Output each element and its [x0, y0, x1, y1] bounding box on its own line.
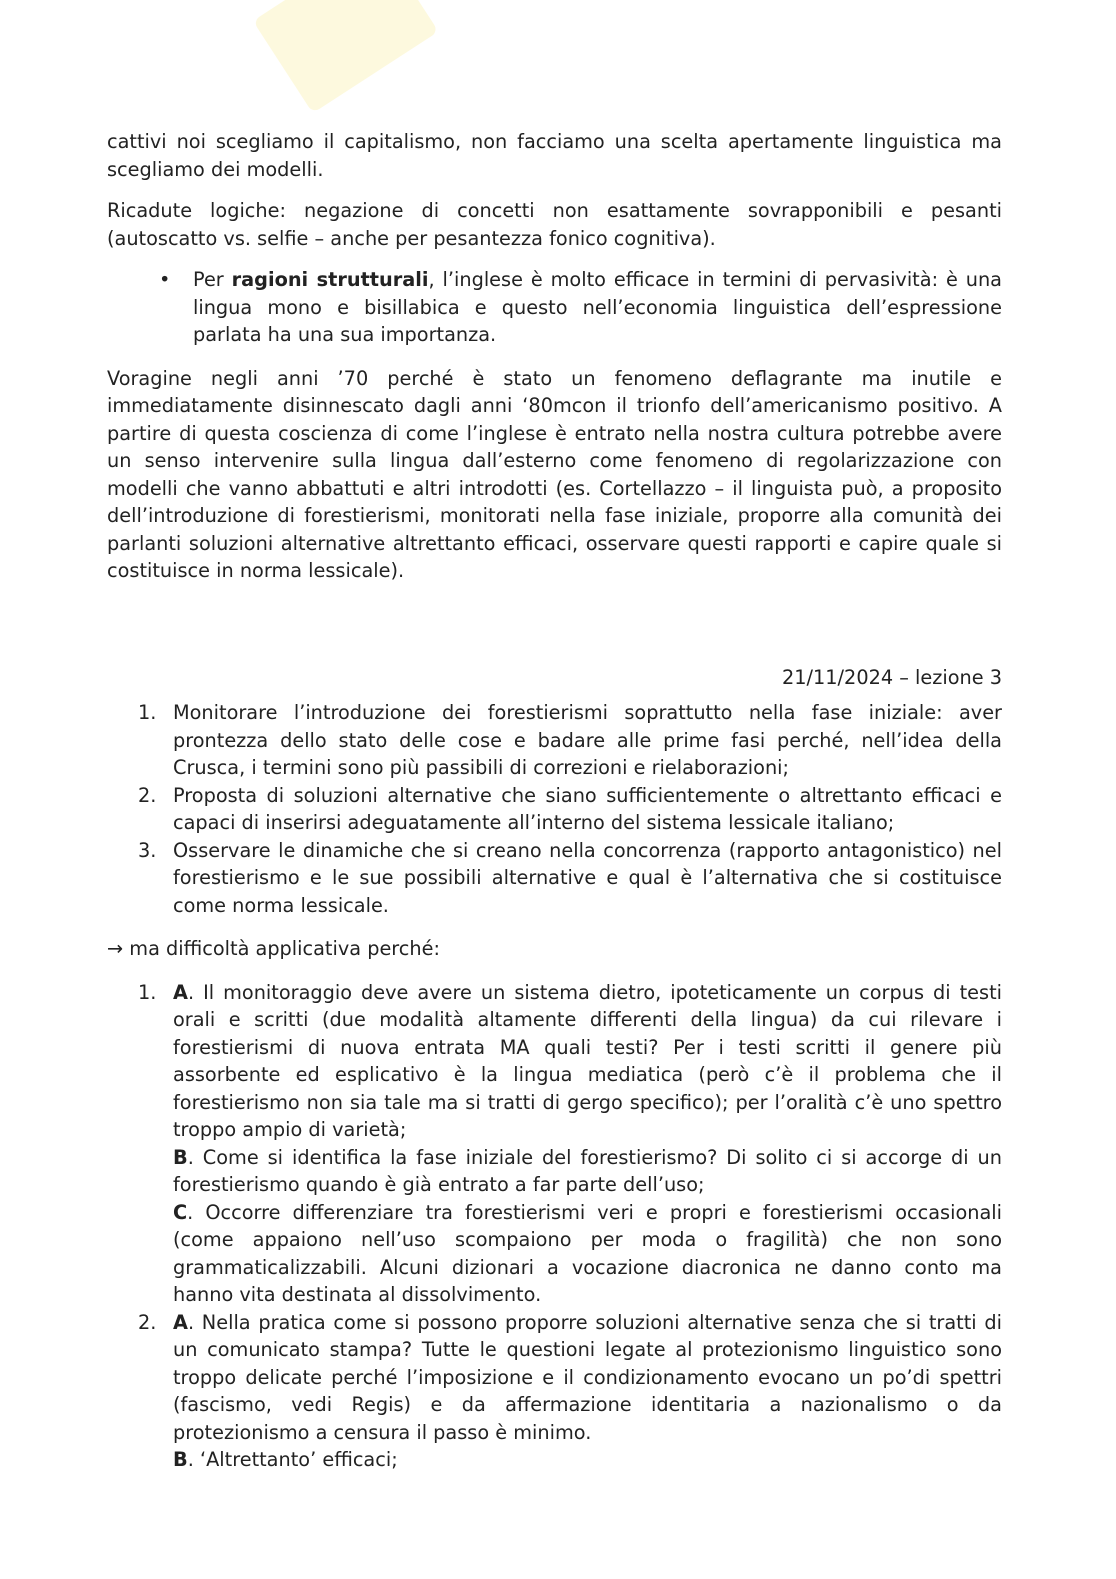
list-item	[107, 782, 1002, 837]
bullet-dot-icon: •	[159, 268, 171, 291]
numbered-list-difficulties	[107, 979, 1002, 1474]
sub-point	[173, 1309, 1002, 1447]
sub-point-letter: A	[173, 980, 188, 1004]
sub-point	[173, 1199, 1002, 1309]
list-number: 1.	[138, 980, 157, 1004]
list-number: 3.	[138, 838, 157, 862]
sub-point-text: . ‘Altrettanto’ efficaci;	[187, 1448, 398, 1471]
list-item-text: Proposta di soluzioni alternative che siano sufficientemente o altrettanto efficaci e capaci di inserirsi adeguatamente all’interno del sistema lessicale italiano;	[173, 783, 1002, 834]
sub-point-letter: C	[173, 1200, 188, 1224]
list-item	[107, 699, 1002, 782]
bullet-bold-term: ragioni strutturali	[231, 268, 429, 291]
lesson-date-heading: 21/11/2024 – lezione 3	[781, 665, 1002, 689]
watermark-badge	[253, 0, 439, 113]
sub-point-letter: A	[173, 1310, 188, 1334]
list-item-text: Monitorare l’introduzione dei forestierismi soprattutto nella fase iniziale: aver prontezza dello stato delle cose e badare alle prime fasi perché, nell’idea della Crusca, i termini sono più passibili di correzioni e rielaborazioni;	[173, 701, 1002, 779]
numbered-list-goals	[107, 699, 1002, 919]
sub-point-text: . Il monitoraggio deve avere un sistema dietro, ipoteticamente un corpus di testi orali e scritti (due modalità altamente differenti della lingua) da cui rilevare i forestierismi di nuova entrata MA quali testi? Per i testi scritti il genere più assorbente ed esplicativo è la lingua mediatica (però c’è il problema che il forestierismo non sia tale ma si tratti di gergo specifico); per l’oralità c’è uno spettro troppo ampio di varietà;	[173, 980, 1002, 1141]
bullet-list	[107, 266, 1002, 349]
sub-point	[173, 1446, 1002, 1474]
document-page	[107, 128, 1002, 1474]
paragraph-voragine: Voragine negli anni ’70 perché è stato un fenomeno deflagrante ma inutile e immediatamente disinnescato dagli anni ‘80mcon il trionfo dell’americanismo positivo. A partire di questa coscienza di come l’inglese è entrato nella nostra cultura potrebbe avere un senso intervenire sulla lingua dall’esterno come fenomeno di regolarizzazione con modelli che vanno abbattuti e altri introdotti (es. Cortellazzo – il linguista può, a proposito dell’introduzione di forestierismi, monitorati nella fase iniziale, proporre alla comunità dei parlanti soluzioni alternative altrettanto efficaci, osservare questi rapporti e capire quale si costituisce in norma lessicale).	[107, 366, 1002, 582]
sub-point-letter: B	[173, 1145, 188, 1169]
list-item-text: Osservare le dinamiche che si creano nella concorrenza (rapporto antagonistico) nel forestierismo e le sue possibili alternative e qual è l’alternativa che si costituisce come norma lessicale.	[173, 838, 1002, 917]
list-item	[107, 837, 1002, 920]
bullet-prefix: Per	[193, 268, 232, 291]
list-number: 2.	[138, 783, 157, 807]
paragraph-ricadute: Ricadute logiche: negazione di concetti non esattamente sovrapponibili e pesanti (autoscatto vs. selfie – anche per pesantezza fonico cognitiva).	[107, 199, 1002, 250]
sub-point-text: . Come si identifica la fase iniziale del forestierismo? Di solito ci si accorge di un forestierismo quando è già entrato a far parte dell’uso;	[173, 1145, 1002, 1196]
list-item	[107, 1309, 1002, 1474]
sub-point-text: . Nella pratica come si possono proporre soluzioni alternative senza che si tratti di un comunicato stampa? Tutte le questioni legate al protezionismo linguistico sono troppo delicate perché l’imposizione e il condizionamento evocano un po’di spettri (fascismo, vedi Regis) e da affermazione identitaria a nazionalismo o da protezionismo a censura il passo è minimo.	[173, 1310, 1002, 1444]
paragraph-capitalism: cattivi noi scegliamo il capitalismo, non facciamo una scelta apertamente linguistica ma scegliamo dei modelli.	[107, 130, 1002, 181]
list-number: 1.	[138, 701, 157, 724]
bullet-rest: , l’inglese è molto efficace in termini di pervasività: è una lingua mono e bisillabica e questo nell’economia linguistica dell’espressione parlata ha una sua importanza.	[193, 268, 1002, 346]
sub-point-letter: B	[173, 1448, 188, 1471]
sub-point	[173, 1144, 1002, 1199]
list-number: 2.	[138, 1310, 157, 1334]
sub-point-text: . Occorre differenziare tra forestierismi veri e propri e forestierismi occasionali (come appaiono nell’uso scompaiono per moda o fragilità) che non sono grammaticalizzabili. Alcuni dizionari a vocazione diacronica ne danno conto ma hanno vita destinata al dissolvimento.	[173, 1200, 1002, 1306]
list-item	[107, 979, 1002, 1309]
arrow-line-difficulty: → ma difficoltà applicativa perché:	[107, 937, 440, 960]
sub-point	[173, 979, 1002, 1144]
bullet-item-structural	[107, 266, 1002, 349]
